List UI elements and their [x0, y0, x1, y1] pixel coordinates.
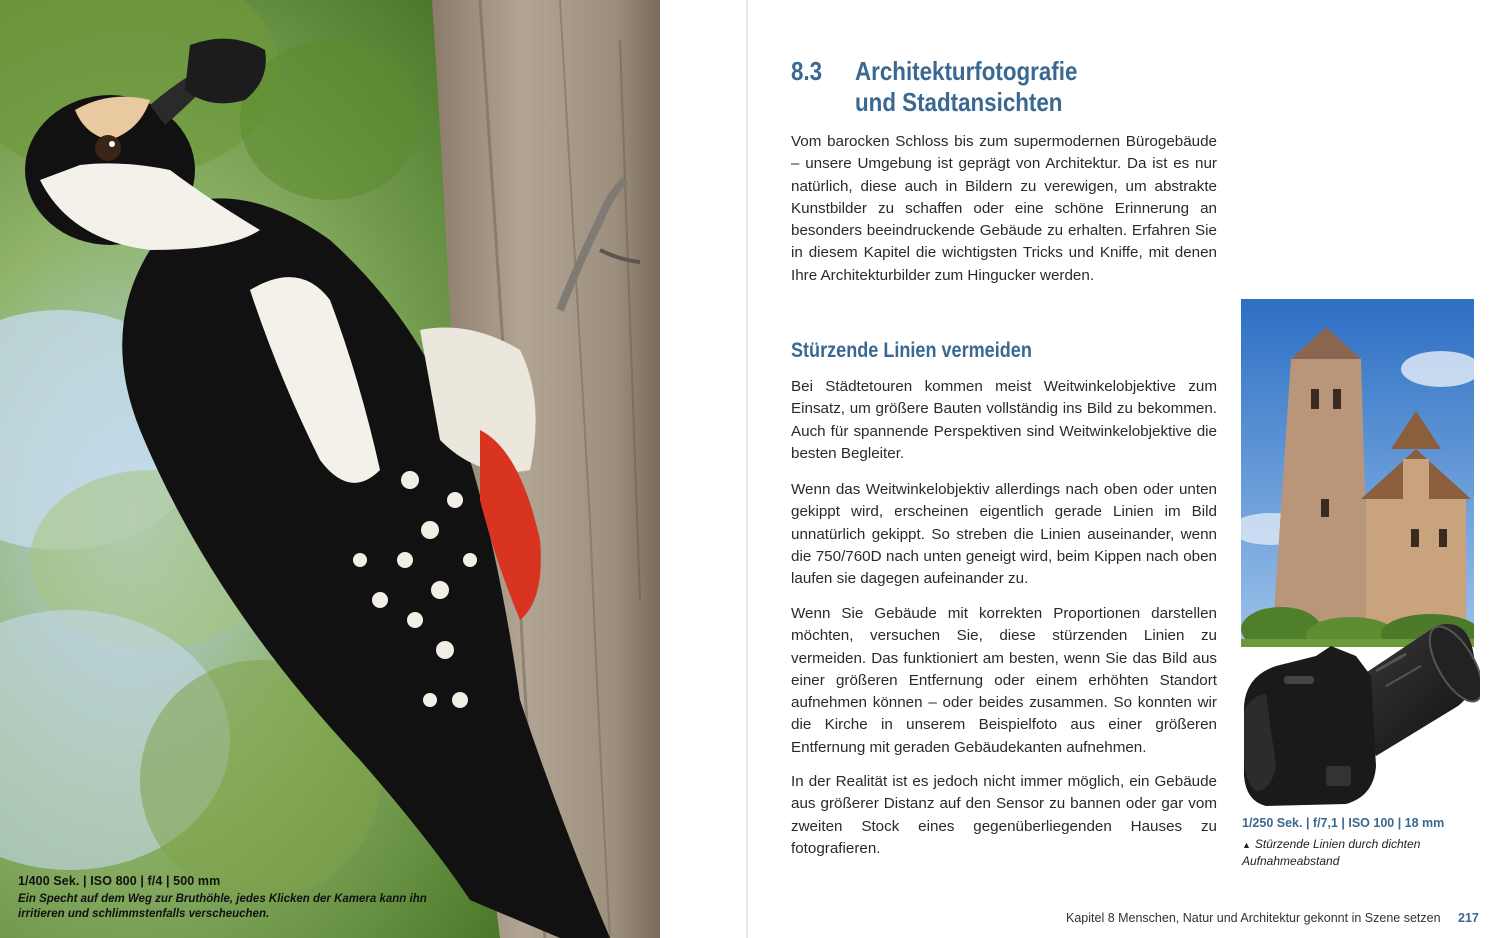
church-photo-exif: 1/250 Sek. | f/7,1 | ISO 100 | 18 mm	[1242, 816, 1445, 830]
church-photo-caption-text: Stürzende Linien durch dichten Aufnahmeabstand	[1242, 837, 1421, 868]
left-photo-caption-text: Ein Specht auf dem Weg zur Bruthöhle, jedes Klicken der Kamera kann ihn irritieren und schlimmstenfalls verscheuchen.	[18, 893, 427, 920]
left-photo-exif: 1/400 Sek. | ISO 800 | f/4 | 500 mm	[18, 874, 221, 888]
camera-icon	[1236, 616, 1480, 812]
church-photo-caption	[1242, 837, 1462, 869]
section-number: 8.3	[791, 56, 823, 86]
paragraph-4: In der Realität ist es jedoch nicht immer möglich, ein Gebäude aus größerer Distanz auf den Sensor zu bannen oder gar vom zweiten Stock eines gegenüberliegenden Hauses zu fotografieren.	[791, 773, 1217, 857]
section-title-line2: und Stadtansichten	[855, 87, 1063, 117]
section-title-line1: Architekturfotografie	[855, 56, 1078, 86]
right-page	[748, 0, 1492, 938]
footer-chapter: Kapitel 8 Menschen, Natur und Architektur gekonnt in Szene setzen	[1066, 911, 1441, 925]
triangle-up-icon: ▲	[1242, 840, 1251, 850]
section-title	[855, 56, 1165, 118]
paragraph-1: Bei Städtetouren kommen meist Weitwinkelobjektive zum Einsatz, um größere Bauten vollständig ins Bild zu bekommen. Auch für spannende Perspektiven sind Weitwinkelobjektive die besten Begleiter.	[791, 378, 1217, 462]
paragraph-3: Wenn Sie Gebäude mit korrekten Proportionen darstellen möchten, versuchen Sie, diese stürzenden Linien zu vermeiden. Das funktioniert am besten, wenn Sie das Bild aus einer größeren Entfernung oder einem erhöhten Standort aufnehmen können – oder beides zusammen. So konnten wir die Kirche in unserem Beispielfoto aus einer größeren Entfernung mit geraden Gebäudekanten aufnehmen.	[791, 605, 1217, 756]
church-photo	[1241, 299, 1474, 647]
subheading: Stürzende Linien vermeiden	[791, 339, 1032, 362]
page-number: 217	[1458, 911, 1479, 925]
intro-paragraph: Vom barocken Schloss bis zum supermodernen Bürogebäude – unsere Umgebung ist geprägt von Architektur. Da ist es nur natürlich, diese auch in Bildern zu verewigen, um abstrakte Kunstbilder zu schaffen oder eine schöne Erinnerung an besonders beeindruckende Gebäude zu erhalten. Erfahren Sie in diesem Kapitel die wichtigsten Tricks und Kniffe, mit denen Ihre Architekturbilder zum Hingucker werden.	[791, 133, 1217, 284]
left-photo-caption	[18, 874, 458, 922]
woodpecker-photo	[0, 0, 660, 938]
paragraph-2: Wenn das Weitwinkelobjektiv allerdings nach oben oder unten gekippt wird, erscheinen eigentlich gerade Linien im Bild unnatürlich gekippt. So streben die Linien auseinander, wenn die 750/760D nach unten geneigt wird, beim Kippen nach oben laufen sie dagegen aufeinander zu.	[791, 481, 1217, 588]
